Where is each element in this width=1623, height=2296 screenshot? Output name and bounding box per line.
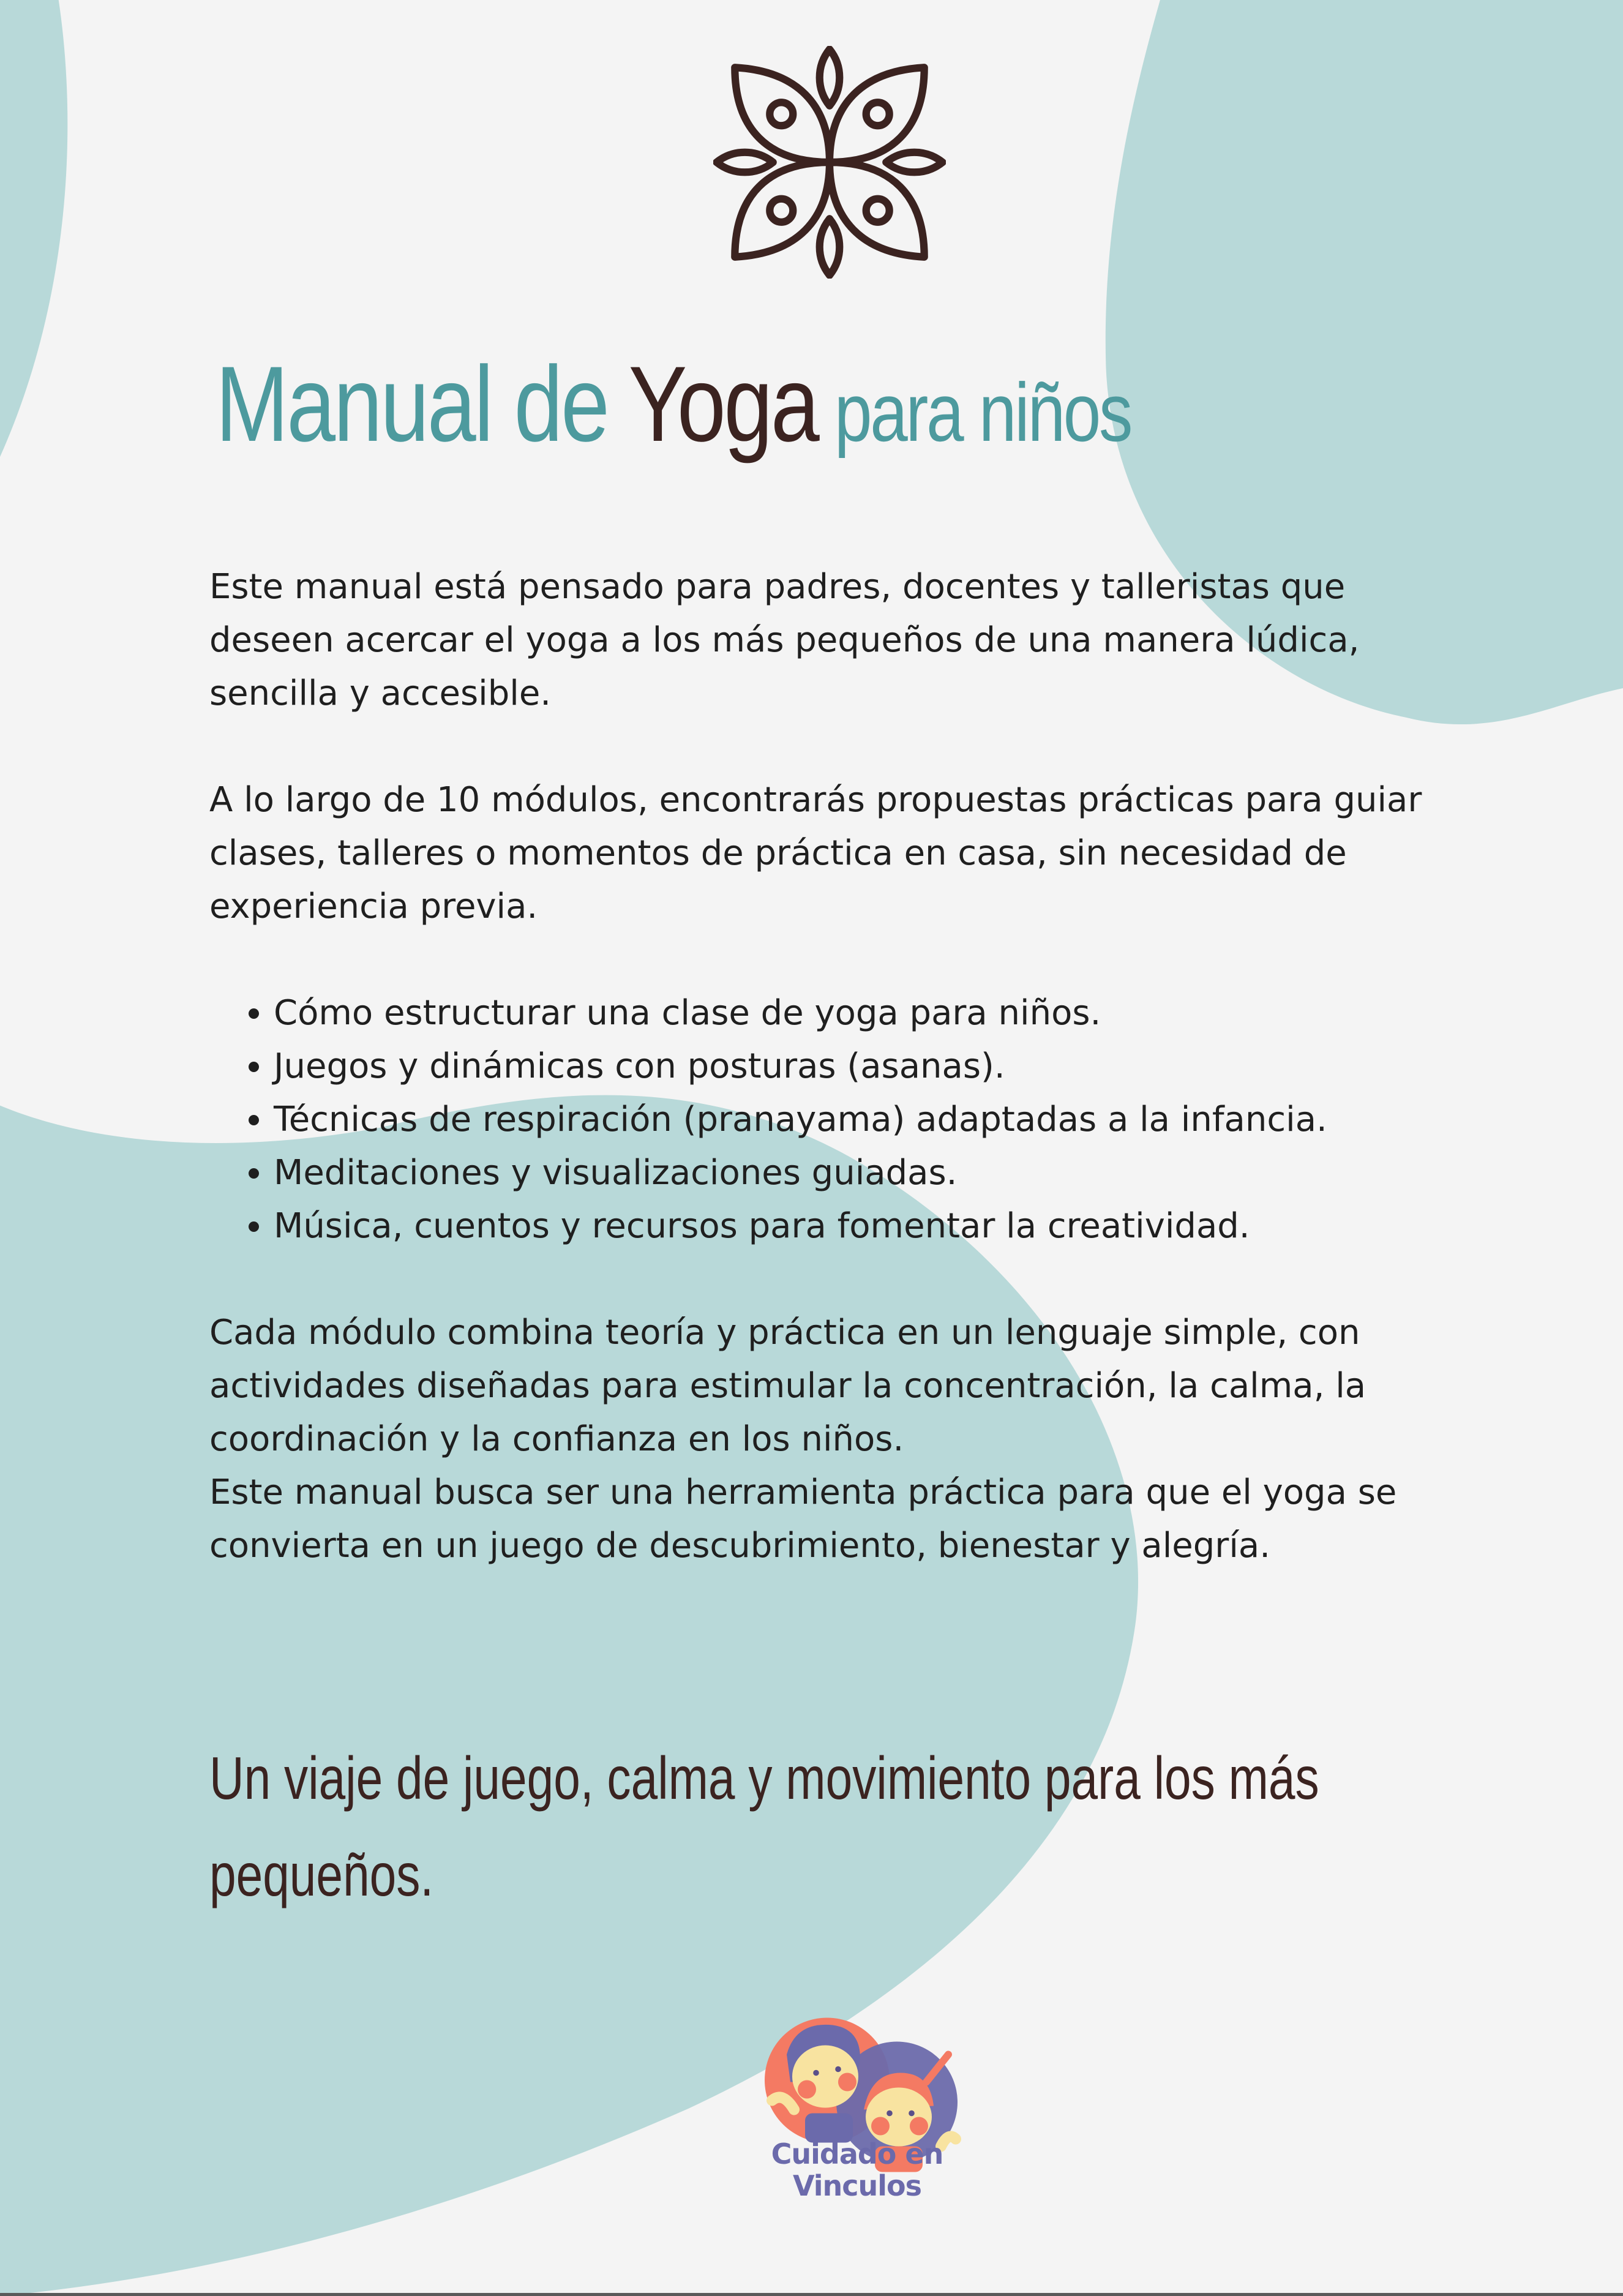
- list-item: • Cómo estructurar una clase de yoga para niños.: [274, 986, 1434, 1040]
- tagline-line: pequeños.: [209, 1841, 434, 1908]
- text-line: sencilla y accesible.: [209, 673, 552, 713]
- closing-paragraph: [209, 1306, 1434, 1572]
- intro-paragraph: [209, 560, 1434, 720]
- text-line: deseen acercar el yoga a los más pequeños de una manera lúdica,: [209, 620, 1360, 660]
- logo-line: Vinculos: [792, 2169, 922, 2202]
- text-line: clases, talleres o momentos de práctica en casa, sin necesidad de: [209, 833, 1347, 873]
- title-para-ninos: para niños: [817, 366, 1131, 459]
- body-text: [209, 560, 1434, 1572]
- text-line: actividades diseñadas para estimular la concentración, la calma, la: [209, 1366, 1366, 1406]
- blob-top-left: [0, 0, 67, 457]
- logo-wordmark: [735, 2138, 980, 2202]
- text-line: Este manual busca ser una herramienta práctica para que el yoga se: [209, 1473, 1397, 1512]
- title-yoga: Yoga: [628, 345, 818, 464]
- list-item: • Meditaciones y visualizaciones guiadas.: [274, 1146, 1434, 1199]
- list-item: • Juegos y dinámicas con posturas (asanas).: [274, 1040, 1434, 1093]
- tagline-line: Un viaje de juego, calma y movimiento para los más: [209, 1744, 1319, 1812]
- list-item: • Técnicas de respiración (pranayama) adaptadas a la infancia.: [274, 1093, 1434, 1146]
- list-item: • Música, cuentos y recursos para fomentar la creatividad.: [274, 1199, 1434, 1253]
- modules-paragraph: [209, 773, 1434, 933]
- text-line: Este manual está pensado para padres, docentes y talleristas que: [209, 567, 1346, 607]
- lotus-flower-icon: [713, 46, 946, 279]
- page-title: [216, 343, 1131, 466]
- text-line: experiencia previa.: [209, 887, 538, 926]
- tagline: [209, 1730, 1319, 1923]
- page-bottom-border: [0, 2293, 1623, 2296]
- topics-list: [209, 986, 1434, 1253]
- logo-line: Cuidado en: [771, 2137, 943, 2170]
- text-line: convierta en un juego de descubrimiento, bienestar y alegría.: [209, 1526, 1270, 1566]
- text-line: Cada módulo combina teoría y práctica en un lenguaje simple, con: [209, 1313, 1360, 1352]
- title-manual-de: Manual de: [216, 345, 629, 464]
- text-line: coordinación y la confianza en los niños.: [209, 1419, 904, 1459]
- text-line: A lo largo de 10 módulos, encontrarás propuestas prácticas para guiar: [209, 780, 1422, 820]
